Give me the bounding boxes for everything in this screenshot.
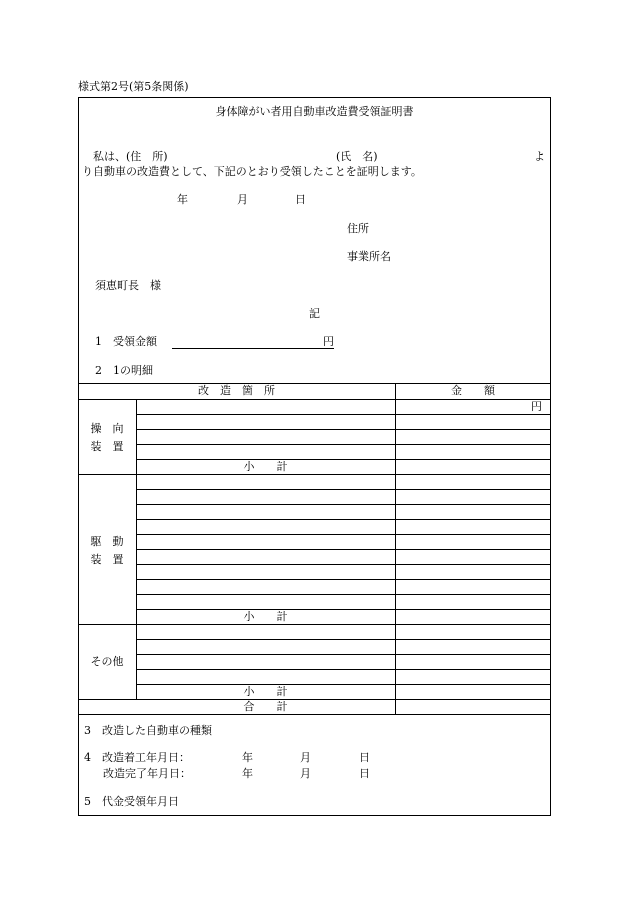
body-line2: り自動車の改造費として、下記のとおり受領したことを証明します。: [82, 165, 422, 178]
date-month: 月: [237, 193, 248, 206]
issuer-address-label: 住所: [347, 222, 369, 235]
table-row-rule: [136, 564, 551, 565]
subtotal-label-2: 小 計: [243, 610, 288, 623]
table-header-rule: [78, 399, 551, 400]
item5-label: 5 代金受領年月日: [84, 795, 179, 808]
amount-column-divider: [395, 383, 396, 714]
total-label: 合 計: [243, 700, 288, 713]
group2-label-line1: 駆 動: [90, 535, 124, 548]
body-line1-name: (氏 名): [336, 150, 378, 163]
table-row-rule: [136, 519, 551, 520]
table-row-rule: [136, 654, 551, 655]
table-row-rule: [136, 579, 551, 580]
item4-end-year: 年: [242, 767, 253, 780]
table-group-rule: [78, 474, 551, 475]
item1-label: 1 受領金額: [95, 335, 157, 348]
subtotal-label-3: 小 計: [243, 685, 288, 698]
table-row-rule: [136, 489, 551, 490]
group2-label-line2: 装 置: [90, 553, 124, 566]
col-amount-header: 金 額: [451, 384, 495, 397]
amount-unit: 円: [531, 400, 542, 413]
amount-underline: [172, 348, 334, 349]
document-title: 身体障がい者用自動車改造費受領証明書: [215, 105, 414, 118]
table-row-rule: [136, 504, 551, 505]
table-row-rule: [136, 639, 551, 640]
item4-end-label: 改造完了年月日：: [103, 767, 191, 780]
item4-start-year: 年: [242, 751, 253, 764]
table-row-rule: [136, 549, 551, 550]
form-label: 様式第2号(第5条関係): [78, 80, 189, 93]
body-line1-prefix: 私は、(住 所): [93, 150, 168, 163]
issuer-business-label: 事業所名: [347, 250, 391, 263]
item4-start-month: 月: [300, 751, 311, 764]
addressee: 須恵町長 様: [95, 279, 161, 292]
table-total-rule: [78, 714, 551, 715]
body-line1-suffix: よ: [534, 150, 545, 163]
table-row-rule: [136, 444, 551, 445]
item2-label: 2 1の明細: [95, 364, 153, 377]
table-row-rule: [136, 414, 551, 415]
date-year: 年: [177, 193, 188, 206]
col-location-header: 改 造 箇 所: [198, 384, 275, 397]
item4-start-day: 日: [359, 751, 370, 764]
item4-end-day: 日: [359, 767, 370, 780]
item1-unit: 円: [323, 335, 334, 348]
table-row-rule: [136, 429, 551, 430]
date-day: 日: [295, 193, 306, 206]
item3-label: 3 改造した自動車の種類: [84, 724, 212, 737]
item4-end-month: 月: [300, 767, 311, 780]
table-row-rule: [136, 534, 551, 535]
table-row-rule: [136, 594, 551, 595]
group1-label-line2: 装 置: [90, 440, 124, 453]
ki-heading: 記: [309, 307, 320, 320]
table-group-rule: [78, 624, 551, 625]
subtotal-label-1: 小 計: [243, 460, 288, 473]
item4-start-label: 4 改造着工年月日：: [84, 751, 190, 764]
table-row-rule: [136, 669, 551, 670]
group-label-divider: [136, 399, 137, 699]
group1-label-line1: 操 向: [90, 422, 124, 435]
group3-label: その他: [90, 655, 124, 668]
